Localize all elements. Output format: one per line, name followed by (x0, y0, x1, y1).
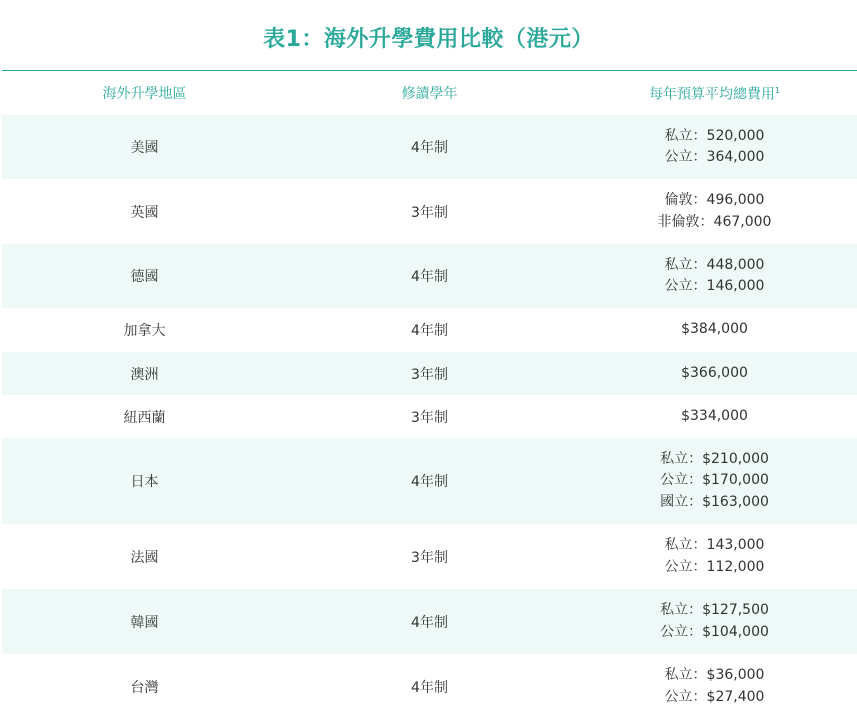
cell-years: 4年制 (411, 140, 448, 156)
cell-cost (572, 535, 857, 578)
cell-years: 4年制 (411, 614, 448, 631)
cost-line: 公立：$170,000 (660, 472, 769, 489)
table-row (2, 308, 857, 352)
table-row (2, 589, 857, 654)
cost-line: 私立：$36,000 (664, 667, 765, 683)
cost-line: 非倫敦：467,000 (657, 213, 772, 230)
header-years: 修讀學年 (401, 86, 458, 102)
cell-cost (572, 363, 857, 385)
table-body (2, 115, 857, 719)
footnote-marker: 1 (774, 85, 781, 95)
cost-line: 公立：364,000 (664, 149, 765, 165)
cell-cost (572, 665, 857, 708)
cell-region: 紐西蘭 (123, 409, 166, 426)
table-row (2, 395, 857, 438)
cell-region: 日本 (130, 474, 159, 490)
cost-line: 私立：448,000 (664, 256, 765, 273)
table-row (2, 179, 857, 244)
table-row (2, 115, 857, 179)
table-header-row (2, 71, 857, 115)
cell-region: 德國 (130, 269, 159, 285)
cost-line: $384,000 (681, 321, 748, 338)
cell-years: 3年制 (411, 549, 448, 566)
cell-cost (572, 600, 857, 643)
cost-line: 公立：112,000 (664, 558, 765, 575)
cost-line: 公立：$27,400 (664, 688, 765, 705)
cost-line: 公立：146,000 (664, 278, 765, 294)
table-row (2, 352, 857, 395)
cell-cost (572, 449, 857, 514)
cell-cost (572, 190, 857, 233)
cell-region: 美國 (130, 140, 159, 156)
cell-cost (572, 126, 857, 169)
cell-years: 4年制 (411, 679, 448, 696)
table-row (2, 524, 857, 589)
cell-years: 4年制 (411, 269, 448, 285)
cell-years: 4年制 (411, 474, 448, 490)
cost-line: 國立：$163,000 (660, 493, 769, 510)
cost-line: $366,000 (681, 364, 748, 381)
cost-line: 私立：$127,500 (660, 602, 769, 618)
cell-cost (572, 406, 857, 428)
cell-region: 韓國 (130, 614, 159, 631)
header-cost-label: 每年預算平均總費用 (648, 86, 775, 103)
cell-region: 澳洲 (130, 366, 159, 383)
table-row (2, 654, 857, 719)
cell-years: 4年制 (411, 323, 448, 339)
table-title: 表1：海外升學費用比較（港元） (263, 27, 594, 52)
cell-years: 3年制 (411, 366, 448, 383)
cell-region: 法國 (130, 549, 159, 566)
cost-line: 私立：520,000 (664, 127, 765, 144)
cost-line: 私立：$210,000 (660, 450, 769, 467)
table-row (2, 438, 857, 524)
header-cost (572, 80, 857, 106)
cost-line: $334,000 (681, 407, 748, 424)
cell-region: 加拿大 (123, 323, 166, 339)
cell-cost (572, 255, 857, 298)
header-region: 海外升學地區 (102, 86, 187, 102)
cell-cost (572, 319, 857, 341)
table-row (2, 244, 857, 308)
cell-region: 英國 (130, 204, 159, 221)
cost-line: 公立：$104,000 (660, 623, 769, 640)
cell-years: 3年制 (411, 409, 448, 426)
cost-line: 私立：143,000 (664, 537, 765, 553)
cell-region: 台灣 (130, 679, 159, 696)
cell-years: 3年制 (411, 204, 448, 221)
cost-line: 倫敦：496,000 (664, 192, 765, 208)
cost-comparison-table (2, 70, 857, 719)
